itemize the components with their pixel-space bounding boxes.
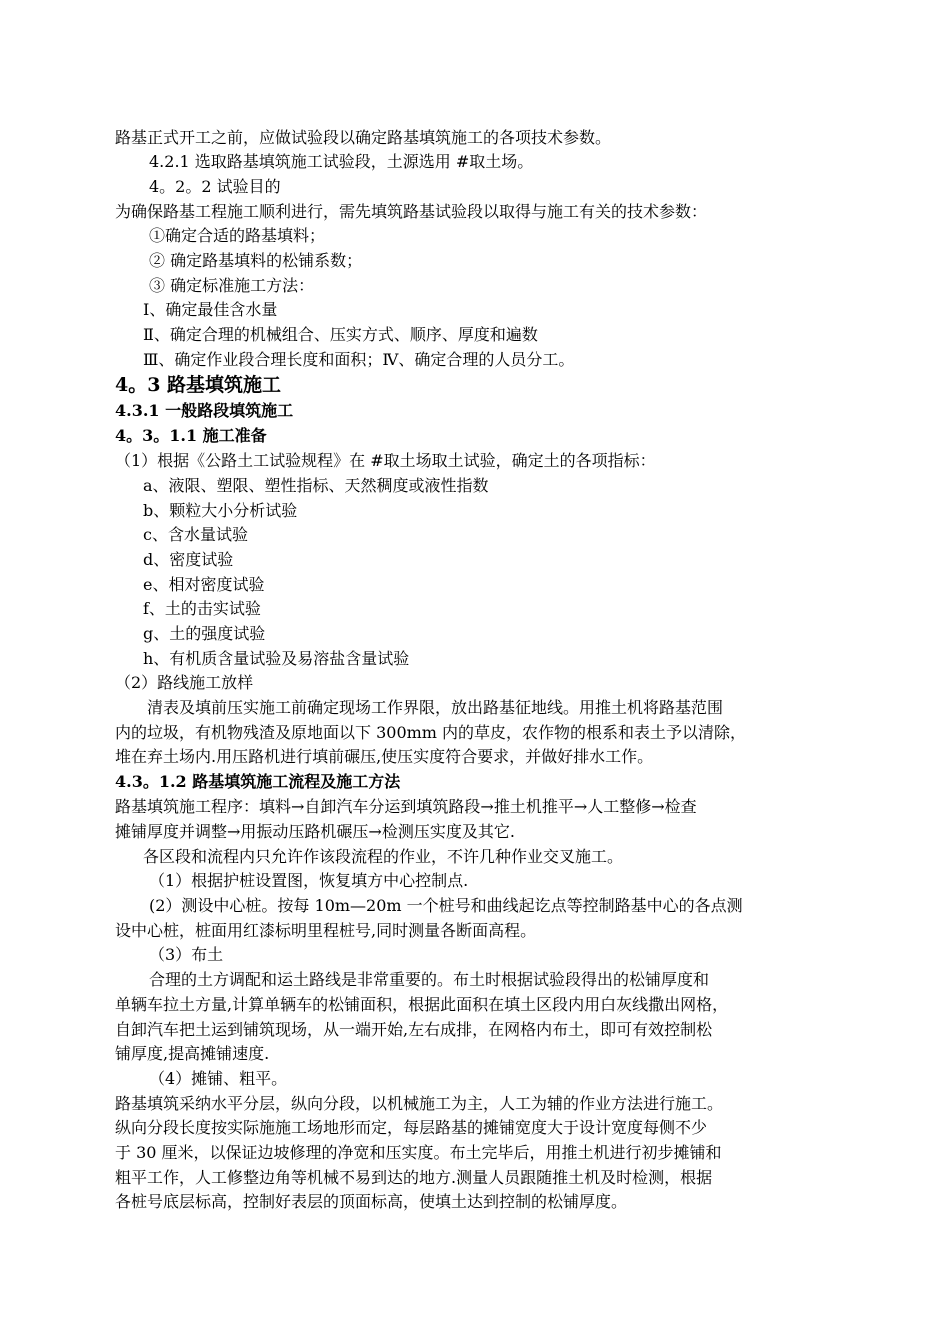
list-item: Ⅱ、确定合理的机械组合、压实方式、顺序、厚度和遍数 bbox=[143, 325, 538, 344]
list-item: Ⅲ、确定作业段合理长度和面积；Ⅳ、确定合理的人员分工。 bbox=[143, 350, 575, 369]
list-item: b、颗粒大小分析试验 bbox=[143, 501, 298, 520]
list-item: Ⅰ、确定最佳含水量 bbox=[143, 300, 278, 319]
paragraph-line: 于 30 厘米，以保证边坡修理的净宽和压实度。布土完毕后，用推土机进行初步摊铺和 bbox=[115, 1143, 722, 1162]
list-item: a、液限、塑限、塑性指标、天然稠度或液性指数 bbox=[143, 476, 489, 495]
paragraph-line: 各区段和流程内只允许作该段流程的作业，不许几种作业交叉施工。 bbox=[143, 847, 624, 866]
paragraph-line: 摊铺厚度并调整→用振动压路机碾压→检测压实度及其它. bbox=[115, 822, 515, 841]
paragraph-line: 设中心桩，桩面用红漆标明里程桩号,同时测量各断面高程。 bbox=[115, 921, 537, 940]
list-item: ①确定合适的路基填料； bbox=[149, 226, 326, 245]
paragraph-line: 4.2.1 选取路基填筑施工试验段，土源选用 #取土场。 bbox=[149, 152, 534, 171]
paragraph-line: 自卸汽车把土运到铺筑现场，从一端开始,左右成排，在网格内布土，即可有效控制松 bbox=[115, 1020, 713, 1039]
paragraph-line: 路基填筑采纳水平分层，纵向分段，以机械施工为主，人工为辅的作业方法进行施工。 bbox=[115, 1094, 724, 1113]
paragraph-line: 各桩号底层标高，控制好表层的顶面标高，使填土达到控制的松铺厚度。 bbox=[115, 1192, 628, 1211]
paragraph-line: 纵向分段长度按实际施施工场地形而定，每层路基的摊铺宽度大于设计宽度每侧不少 bbox=[115, 1118, 708, 1137]
paragraph-line: 清表及填前压实施工前确定现场工作界限，放出路基征地线。用推土机将路基范围 bbox=[147, 698, 724, 717]
paragraph-line: (2）测设中心桩。按每 10m—20m 一个桩号和曲线起讫点等控制路基中心的各点测 bbox=[149, 896, 743, 915]
list-item: e、相对密度试验 bbox=[143, 575, 265, 594]
list-item: ② 确定路基填料的松铺系数； bbox=[149, 251, 363, 270]
section-heading-4-3: 4。3 路基填筑施工 bbox=[115, 374, 282, 396]
list-item: g、土的强度试验 bbox=[143, 624, 266, 643]
section-heading-4-3-1-1: 4。3。1.1 施工准备 bbox=[115, 426, 267, 445]
list-item: f、土的击实试验 bbox=[143, 599, 261, 618]
paragraph-line: 堆在弃土场内.用压路机进行填前碾压,使压实度符合要求，并做好排水工作。 bbox=[115, 747, 654, 766]
paragraph-line: 单辆车拉土方量,计算单辆车的松铺面积，根据此面积在填土区段内用白灰线撒出网格， bbox=[115, 995, 729, 1014]
paragraph-line: 路基正式开工之前，应做试验段以确定路基填筑施工的各项技术参数。 bbox=[115, 128, 612, 147]
paragraph-line: 粗平工作，人工修整边角等机械不易到达的地方.测量人员跟随推土机及时检测，根据 bbox=[115, 1168, 713, 1187]
section-heading-4-3-1-2: 4.3。1.2 路基填筑施工流程及施工方法 bbox=[115, 772, 401, 791]
paragraph-line: 路基填筑施工程序：填料→自卸汽车分运到填筑路段→推土机推平→人工整修→检查 bbox=[115, 797, 697, 816]
paragraph-line: （2）路线施工放样 bbox=[115, 673, 254, 692]
paragraph-line: （1）根据《公路土工试验规程》在 #取土场取土试验，确定土的各项指标： bbox=[115, 451, 656, 470]
section-heading-4-3-1: 4.3.1 一般路段填筑施工 bbox=[115, 401, 294, 420]
list-item: d、密度试验 bbox=[143, 550, 234, 569]
paragraph-line: （4）摊铺、粗平。 bbox=[149, 1069, 288, 1088]
paragraph-line: 为确保路基工程施工顺利进行，需先填筑路基试验段以取得与施工有关的技术参数： bbox=[115, 202, 708, 221]
paragraph-line: 合理的土方调配和运土路线是非常重要的。布土时根据试验段得出的松铺厚度和 bbox=[149, 970, 710, 989]
paragraph-line: 铺厚度,提高摊铺速度. bbox=[115, 1044, 270, 1063]
section-heading-4-2-2: 4。2。2 试验目的 bbox=[149, 177, 281, 196]
paragraph-line: 内的垃圾，有机物残渣及原地面以下 300mm 内的草皮，农作物的根系和表土予以清除， bbox=[115, 723, 747, 742]
paragraph-line: （1）根据护桩设置图，恢复填方中心控制点. bbox=[149, 871, 469, 890]
list-item: ③ 确定标准施工方法： bbox=[149, 276, 315, 295]
list-item: h、有机质含量试验及易溶盐含量试验 bbox=[143, 649, 410, 668]
paragraph-line: （3）布土 bbox=[149, 945, 224, 964]
list-item: c、含水量试验 bbox=[143, 525, 248, 544]
